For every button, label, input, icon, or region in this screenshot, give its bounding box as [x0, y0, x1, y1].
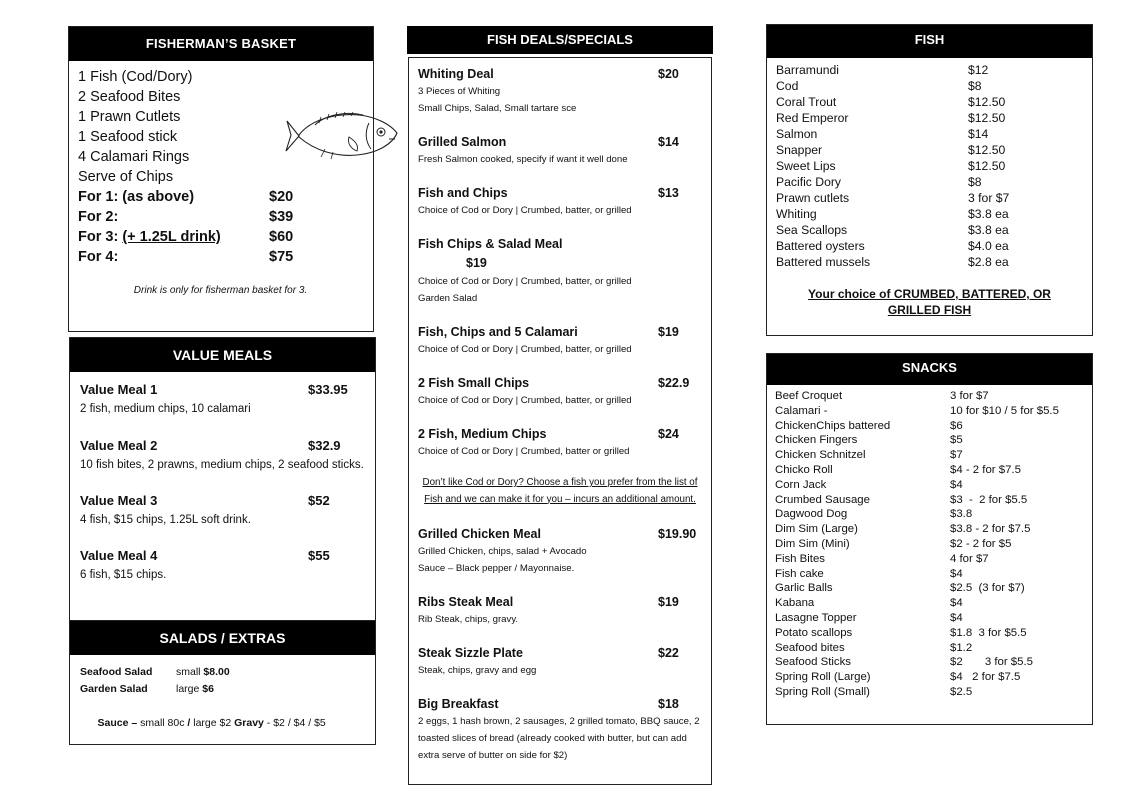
- seafood-salad-size: small: [176, 666, 204, 678]
- deal-title-row: [418, 694, 702, 713]
- deal-item: [418, 132, 702, 168]
- snack-item-price: $4: [950, 597, 963, 610]
- value-meal-name: Value Meal 4: [80, 548, 158, 563]
- fish-item: [776, 190, 1092, 206]
- fish-item-name: Sea Scallops: [776, 223, 848, 237]
- snack-item-name: Chicken Fingers: [775, 434, 858, 447]
- value-meal-item: [70, 382, 375, 419]
- snack-item: [775, 670, 1092, 685]
- deal-name: Fish, Chips and 5 Calamari: [418, 324, 578, 339]
- basket-item: 1 Prawn Cutlets: [78, 109, 181, 125]
- snack-item-name: ChickenChips battered: [775, 419, 891, 432]
- deal-title-row: [418, 592, 702, 611]
- deal-item: [418, 373, 702, 409]
- basket-price-row: [78, 227, 373, 247]
- fish-panel: [766, 24, 1093, 336]
- value-meals-title: VALUE MEALS: [70, 338, 375, 372]
- fish-item-price: $12.50: [968, 111, 1006, 125]
- snack-item-price: 4 for $7: [950, 552, 989, 565]
- deal-name: Fish Chips & Salad Meal: [418, 236, 563, 251]
- snack-item-price: $5: [950, 434, 963, 447]
- fish-item-price: $8: [968, 175, 982, 189]
- snack-item: [775, 596, 1092, 611]
- snack-item: [775, 404, 1092, 419]
- value-meal-price: $55: [308, 548, 330, 563]
- snack-item: [775, 626, 1092, 641]
- snack-item: [775, 433, 1092, 448]
- sauce-large: large $2: [190, 717, 235, 729]
- snack-item-name: Garlic Balls: [775, 582, 833, 595]
- snack-item-name: Seafood Sticks: [775, 656, 851, 669]
- deal-price: $24: [658, 426, 679, 441]
- snack-item-price: $4 - 2 for $7.5: [950, 463, 1021, 476]
- snack-item-name: Fish cake: [775, 567, 824, 580]
- snack-item-price: $2 3 for $5.5: [950, 656, 1033, 669]
- deal-name: Grilled Chicken Meal: [418, 526, 541, 541]
- snack-item-price: $4: [950, 611, 963, 624]
- snack-item: [775, 389, 1092, 404]
- value-meal-price: $52: [308, 493, 330, 508]
- deal-desc: Choice of Cod or Dory | Crumbed, batter, or grilled: [418, 344, 632, 355]
- value-meal-name: Value Meal 2: [80, 438, 158, 453]
- basket-item: 1 Fish (Cod/Dory): [78, 69, 193, 85]
- fish-item-name: Battered mussels: [776, 255, 871, 269]
- salads-extras-panel: [69, 620, 376, 745]
- deal-title-row: [418, 524, 702, 543]
- snack-item-price: $1.2: [950, 641, 973, 654]
- snack-item: [775, 685, 1092, 700]
- fish-deals-panel: [408, 57, 712, 785]
- fish-choice-note: Don’t like Cod or Dory? Choose a fish you prefer from the list of Fish and we can make it for you – incurs an additional amount.: [422, 477, 698, 505]
- fish-item-price: $12.50: [968, 159, 1006, 173]
- value-meal-desc: 6 fish, $15 chips.: [80, 569, 167, 581]
- value-meal-desc: 2 fish, medium chips, 10 calamari: [80, 403, 251, 415]
- deal-desc: Small Chips, Salad, Small tartare sce: [418, 103, 577, 114]
- fish-item: [776, 206, 1092, 222]
- deal-name: Whiting Deal: [418, 66, 494, 81]
- deals-title: FISH DEALS/SPECIALS: [407, 26, 713, 54]
- fish-item-price: $12.50: [968, 95, 1006, 109]
- snacks-title: SNACKS: [767, 354, 1092, 385]
- garden-salad-size: large: [176, 683, 203, 695]
- deal-price: $18: [658, 696, 679, 711]
- fish-item: [776, 158, 1092, 174]
- snack-item-name: Kabana: [775, 597, 815, 610]
- basket-item: 2 Seafood Bites: [78, 89, 181, 105]
- deal-name: Ribs Steak Meal: [418, 594, 514, 609]
- fish-item: [776, 238, 1092, 254]
- fishermans-basket-panel: [68, 26, 374, 332]
- basket-price: $75: [269, 249, 294, 265]
- snack-item: [775, 507, 1092, 522]
- snack-item-name: Dim Sim (Large): [775, 523, 858, 536]
- deal-price: $19: [658, 594, 679, 609]
- value-meal-desc: 10 fish bites, 2 prawns, medium chips, 2 seafood sticks.: [80, 459, 364, 471]
- deal-title-row: [418, 424, 702, 443]
- snack-item-price: $7: [950, 449, 963, 462]
- deal-price: $20: [658, 66, 679, 81]
- gravy-label: Gravy: [234, 717, 264, 729]
- snack-item-price: $2 - 2 for $5: [950, 537, 1012, 550]
- fish-item-name: Red Emperor: [776, 111, 849, 125]
- deal-title-row: [418, 64, 702, 83]
- deal-item: [418, 592, 702, 628]
- fish-item-price: $14: [968, 127, 989, 141]
- deal-desc: 3 Pieces of Whiting: [418, 86, 501, 97]
- deal-price: $19: [466, 256, 487, 270]
- salads-title: SALADS / EXTRAS: [70, 621, 375, 655]
- fish-item-name: Whiting: [776, 207, 817, 221]
- fish-item: [776, 94, 1092, 110]
- sauce-label: Sauce –: [97, 717, 138, 729]
- deal-item: [418, 424, 702, 460]
- garden-salad-label: Garden Salad: [80, 683, 148, 695]
- fish-item-name: Cod: [776, 79, 799, 93]
- deal-name: 2 Fish, Medium Chips: [418, 426, 547, 441]
- deal-desc: Grilled Chicken, chips, salad + Avocado: [418, 546, 587, 557]
- value-meal-price: $32.9: [308, 438, 341, 453]
- snack-item: [775, 419, 1092, 434]
- fish-item-name: Battered oysters: [776, 239, 865, 253]
- snack-item-name: Seafood bites: [775, 641, 845, 654]
- deal-price: $13: [658, 185, 679, 200]
- snack-item-name: Calamari -: [775, 404, 828, 417]
- deal-item: [418, 694, 702, 764]
- fish-item: [776, 174, 1092, 190]
- deal-title-row: [418, 322, 702, 341]
- fish-item: [776, 222, 1092, 238]
- gravy-prices: - $2 / $4 / $5: [263, 717, 326, 729]
- deal-price: $19.90: [658, 526, 697, 541]
- snack-item: [775, 641, 1092, 656]
- snack-item-price: $3.8: [950, 508, 973, 521]
- snack-item-price: 3 for $7: [950, 390, 989, 402]
- snack-item-name: Spring Roll (Small): [775, 685, 870, 698]
- deal-desc: Steak, chips, gravy and egg: [418, 665, 537, 676]
- deal-price: $22.9: [658, 375, 690, 390]
- snack-item-name: Spring Roll (Large): [775, 671, 871, 684]
- snack-item-price: $4 2 for $7.5: [950, 671, 1021, 684]
- snack-item-name: Beef Croquet: [775, 390, 843, 402]
- deal-name: Steak Sizzle Plate: [418, 645, 523, 660]
- snack-item-price: $2.5: [950, 685, 973, 698]
- deal-desc: Garden Salad: [418, 293, 478, 304]
- seafood-salad-line: [80, 664, 365, 681]
- deal-item: [418, 234, 702, 307]
- snack-item-price: $2.5 (3 for $7): [950, 582, 1025, 595]
- deal-title-row: [418, 132, 702, 151]
- snack-item-name: Chicko Roll: [775, 463, 833, 476]
- deal-price: $22: [658, 645, 679, 660]
- snack-item-name: Lasagne Topper: [775, 611, 857, 624]
- snack-item: [775, 655, 1092, 670]
- fish-icon: [285, 109, 401, 161]
- value-meal-name: Value Meal 3: [80, 493, 158, 508]
- sauce-small: small 80c: [137, 717, 188, 729]
- basket-drink-note: (+ 1.25L drink): [122, 229, 221, 245]
- deal-name: 2 Fish Small Chips: [418, 375, 530, 390]
- deal-desc: Choice of Cod or Dory | Crumbed, batter, or grilled: [418, 205, 632, 216]
- snack-item: [775, 493, 1092, 508]
- basket-item: Serve of Chips: [78, 169, 174, 185]
- snack-item: [775, 448, 1092, 463]
- basket-price-label: For 2:: [78, 209, 119, 225]
- basket-price-label-prefix: For 3:: [78, 229, 123, 245]
- snack-item: [775, 567, 1092, 582]
- fish-item: [776, 254, 1092, 270]
- basket-item: 4 Calamari Rings: [78, 149, 190, 165]
- fish-item-name: Pacific Dory: [776, 175, 842, 189]
- snack-item: [775, 552, 1092, 567]
- fish-item: [776, 78, 1092, 94]
- deal-item: [418, 183, 702, 219]
- deal-desc: Choice of Cod or Dory | Crumbed, batter, or grilled: [418, 395, 632, 406]
- snack-item: [775, 537, 1092, 552]
- deal-title-row: [418, 373, 702, 392]
- fish-cooking-choice: Your choice of CRUMBED, BATTERED, OR GRILLED FISH: [808, 287, 1051, 317]
- snack-item-price: $3 - 2 for $5.5: [950, 493, 1028, 506]
- basket-price-row: [78, 247, 373, 267]
- fish-item-price: $12: [968, 63, 989, 77]
- fish-item-price: $3.8 ea: [968, 223, 1009, 237]
- fish-item-price: $2.8 ea: [968, 255, 1009, 269]
- basket-item: 1 Seafood stick: [78, 129, 178, 145]
- garden-salad-price: $6: [202, 683, 214, 695]
- snack-item-price: $4: [950, 567, 963, 580]
- deal-price: $14: [658, 134, 679, 149]
- deal-desc: Sauce – Black pepper / Mayonnaise.: [418, 563, 575, 574]
- snack-item-price: $6: [950, 419, 963, 432]
- fish-item: [776, 142, 1092, 158]
- fish-item-price: $3.8 ea: [968, 207, 1009, 221]
- snack-item: [775, 463, 1092, 478]
- snack-item-price: $1.8 3 for $5.5: [950, 626, 1027, 639]
- fish-item-price: $4.0 ea: [968, 239, 1009, 253]
- basket-price-row: [78, 187, 373, 207]
- fish-item-price: $8: [968, 79, 982, 93]
- snack-item: [775, 478, 1092, 493]
- snack-item-price: 10 for $10 / 5 for $5.5: [950, 404, 1059, 417]
- fish-item: [776, 62, 1092, 78]
- basket-price: $39: [269, 209, 294, 225]
- deal-desc: Choice of Cod or Dory | Crumbed, batter or grilled: [418, 446, 630, 457]
- basket-price: $20: [269, 189, 294, 205]
- value-meal-item: [70, 548, 375, 585]
- snack-item-name: Crumbed Sausage: [775, 493, 870, 506]
- snack-item-name: Potato scallops: [775, 626, 853, 639]
- deal-item: [418, 322, 702, 358]
- snack-item: [775, 611, 1092, 626]
- deal-desc: Fresh Salmon cooked, specify if want it well done: [418, 154, 628, 165]
- deal-name: Big Breakfast: [418, 696, 499, 711]
- deal-title-row: [418, 183, 702, 202]
- deal-desc: 2 eggs, 1 hash brown, 2 sausages, 2 grilled tomato, BBQ sauce, 2 toasted slices of bread (already cooked with butter, but can add extra serve of butter on side for $2): [418, 716, 700, 761]
- value-meal-desc: 4 fish, $15 chips, 1.25L soft drink.: [80, 514, 251, 526]
- fish-item-price: $12.50: [968, 143, 1006, 157]
- value-meal-item: [70, 438, 375, 475]
- snack-item-name: Dim Sim (Mini): [775, 537, 850, 550]
- fish-item-name: Prawn cutlets: [776, 191, 850, 205]
- sauce-line: [80, 698, 365, 749]
- deal-item: [418, 643, 702, 679]
- snack-item-name: Corn Jack: [775, 478, 827, 491]
- deal-name: Grilled Salmon: [418, 134, 507, 149]
- fish-item-name: Sweet Lips: [776, 159, 836, 173]
- deal-item: [418, 64, 702, 117]
- fish-item-name: Barramundi: [776, 63, 839, 77]
- seafood-salad-label: Seafood Salad: [80, 666, 153, 678]
- seafood-salad-price: $8.00: [203, 666, 230, 678]
- deal-price: $19: [658, 324, 679, 339]
- snack-item: [775, 522, 1092, 537]
- fish-item: [776, 126, 1092, 142]
- deal-title-row: [418, 234, 702, 253]
- snack-item-price: $4: [950, 478, 963, 491]
- snacks-panel: [766, 353, 1093, 725]
- fish-item-price: 3 for $7: [968, 191, 1010, 205]
- sauce-slash: /: [187, 717, 191, 729]
- basket-price-label: [78, 227, 269, 247]
- snack-item-name: Chicken Schnitzel: [775, 449, 866, 462]
- value-meal-item: [70, 493, 375, 530]
- deal-title-row: [418, 643, 702, 662]
- deal-item: [418, 524, 702, 577]
- basket-price: $60: [269, 229, 294, 245]
- snack-item-name: Fish Bites: [775, 552, 826, 565]
- fish-item-name: Coral Trout: [776, 95, 837, 109]
- value-meal-price: $33.95: [308, 382, 348, 397]
- garden-salad-line: [80, 681, 365, 698]
- snack-item-price: $3.8 - 2 for $7.5: [950, 523, 1031, 536]
- fish-item-name: Salmon: [776, 127, 818, 141]
- basket-price-label: For 1: (as above): [78, 189, 195, 205]
- snack-item: [775, 581, 1092, 596]
- basket-price-label: For 4:: [78, 249, 119, 265]
- basket-price-row: [78, 207, 373, 227]
- fish-title: FISH: [767, 25, 1092, 58]
- fish-item-name: Snapper: [776, 143, 823, 157]
- fish-item: [776, 110, 1092, 126]
- snack-item-name: Dagwood Dog: [775, 508, 848, 521]
- value-meal-name: Value Meal 1: [80, 382, 158, 397]
- deal-name: Fish and Chips: [418, 185, 508, 200]
- basket-title: FISHERMAN’S BASKET: [69, 27, 373, 61]
- basket-note: Drink is only for fisherman basket for 3.: [133, 285, 308, 296]
- value-meals-panel: [69, 337, 376, 621]
- deal-desc: Choice of Cod or Dory | Crumbed, batter, or grilled: [418, 276, 632, 287]
- deal-desc: Rib Steak, chips, gravy.: [418, 614, 519, 625]
